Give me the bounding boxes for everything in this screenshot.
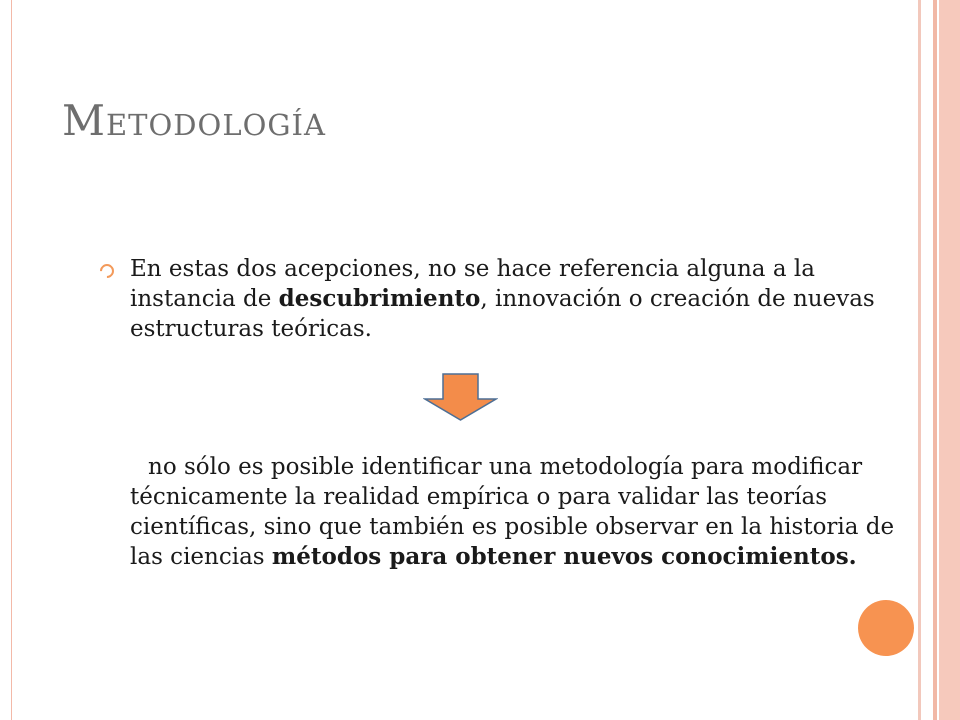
right-decorative-bars	[918, 0, 960, 720]
slide-title: Metodología	[62, 96, 326, 145]
left-border-line	[11, 0, 12, 720]
bullet-text	[130, 254, 922, 344]
paragraph-bold-text: métodos para obtener nuevos conocimientos.	[271, 543, 857, 570]
bullet-text-end: , innovación o creación de nuevas estructuras teóricas.	[130, 286, 875, 342]
body-paragraph	[130, 452, 920, 572]
down-arrow-icon	[423, 373, 498, 421]
bullet-bold-term: descubrimiento	[278, 285, 481, 312]
bullet-text-start: En estas dos acepciones, no se hace referencia alguna a la instancia de	[130, 256, 815, 312]
bullet-icon	[97, 261, 117, 281]
paragraph-text: no sólo es posible identificar una metodología para modificar técnicamente la realidad empírica o para validar las teorías científicas, sino que también es posible observar en la historia de las ciencias	[130, 454, 895, 570]
bullet-item	[100, 254, 922, 344]
orange-circle-decoration	[858, 600, 914, 656]
